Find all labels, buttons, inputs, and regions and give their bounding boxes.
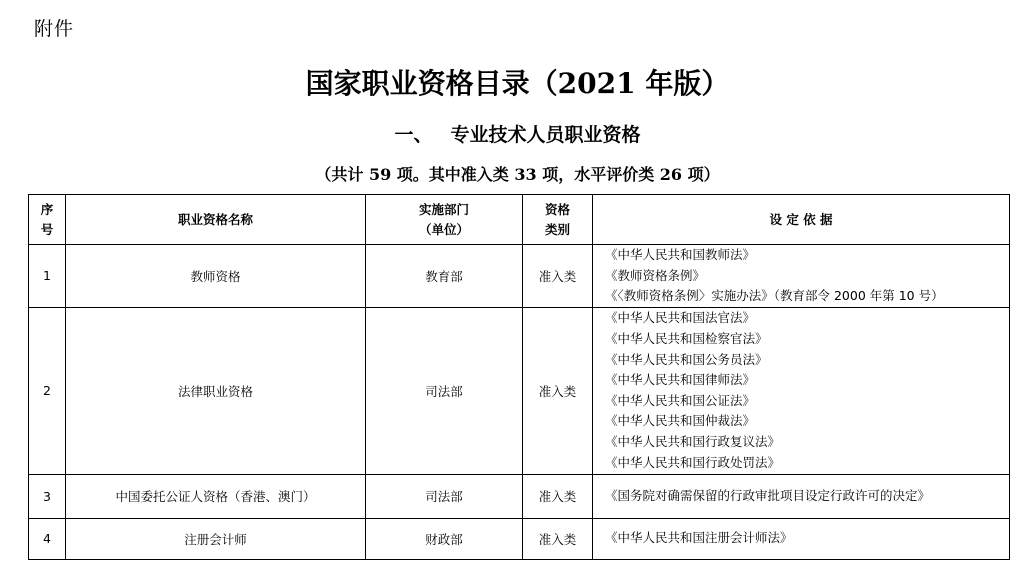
row-category: 准入类 (523, 307, 593, 474)
row-department: 司法部 (366, 307, 523, 474)
basis-item: 《中华人民共和国行政复议法》 (605, 433, 781, 449)
row-category: 准入类 (523, 245, 593, 308)
basis-item: 《中华人民共和国检察官法》 (605, 331, 768, 346)
row-basis (593, 245, 1010, 308)
header-name: 职业资格名称 (66, 195, 366, 245)
row-department: 司法部 (366, 474, 523, 518)
row-basis (593, 307, 1010, 474)
qualification-table (28, 194, 1010, 560)
section-title: 专业技术人员职业资格 (450, 124, 641, 146)
header-category-line1: 资格 (544, 201, 570, 217)
row-name: 注册会计师 (66, 518, 366, 559)
basis-item: 《〈教师资格条例〉实施办法》（教育部令 2000 年第 10 号） (605, 288, 944, 304)
summary-line: （共计 59 项。其中准入类 33 项，水平评价类 26 项） (315, 165, 720, 184)
document-title: 国家职业资格目录（2021 年版） (305, 67, 730, 100)
row-index: 1 (29, 245, 66, 308)
basis-item: 《中华人民共和国教师法》 (605, 247, 756, 262)
basis-item: 《中华人民共和国行政处罚法》 (605, 454, 781, 470)
row-name: 中国委托公证人资格（香港、澳门） (66, 474, 366, 518)
header-department (366, 195, 523, 245)
header-index-line1: 序 (40, 201, 54, 217)
header-dept-line2: （单位） (418, 221, 469, 237)
header-dept-line1: 实施部门 (418, 201, 469, 217)
basis-item: 《中华人民共和国公证法》 (605, 392, 756, 408)
basis-item: 《中华人民共和国仲裁法》 (605, 413, 756, 429)
table-row (29, 307, 1010, 474)
attachment-label: 附件 (34, 18, 75, 40)
header-category (523, 195, 593, 245)
header-category-line2: 类别 (544, 221, 570, 237)
basis-item: 《教师资格条例》 (605, 267, 706, 283)
table-row (29, 518, 1010, 559)
row-basis (593, 474, 1010, 518)
section-number: 一、 (394, 124, 433, 146)
row-index: 4 (29, 518, 66, 559)
row-basis (593, 518, 1010, 559)
row-category: 准入类 (523, 518, 593, 559)
table-row (29, 474, 1010, 518)
row-category: 准入类 (523, 474, 593, 518)
basis-item: 《中华人民共和国法官法》 (605, 310, 756, 326)
basis-item: 《中华人民共和国注册会计师法》 (605, 530, 793, 546)
section-heading (0, 120, 1035, 147)
header-index-line2: 号 (40, 221, 54, 237)
row-index: 3 (29, 474, 66, 518)
row-name: 教师资格 (66, 245, 366, 308)
row-department: 财政部 (366, 518, 523, 559)
basis-item: 《中华人民共和国律师法》 (605, 372, 756, 388)
row-index: 2 (29, 307, 66, 474)
basis-item: 《国务院对确需保留的行政审批项目设定行政许可的决定》 (605, 487, 931, 503)
row-name: 法律职业资格 (66, 307, 366, 474)
header-index (29, 195, 66, 245)
row-department: 教育部 (366, 245, 523, 308)
header-basis: 设 定 依 据 (593, 195, 1010, 245)
table-header-row (29, 195, 1010, 245)
basis-item: 《中华人民共和国公务员法》 (605, 351, 768, 367)
table-row (29, 245, 1010, 308)
